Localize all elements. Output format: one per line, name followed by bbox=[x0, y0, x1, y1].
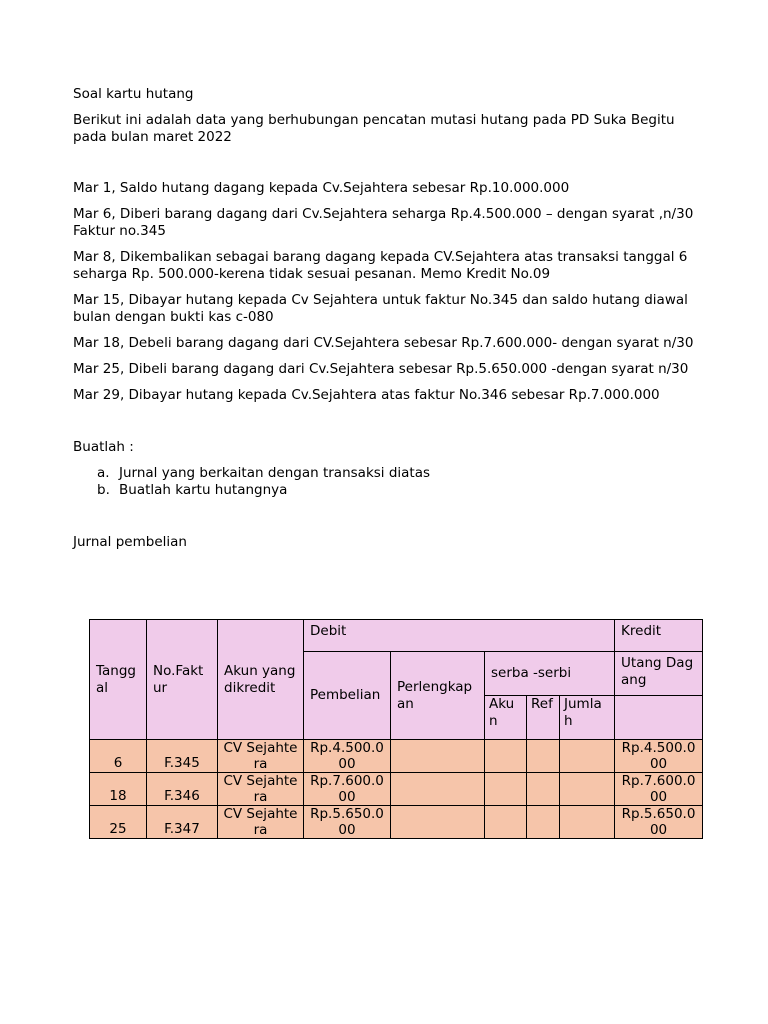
header-tanggal: Tanggal bbox=[90, 620, 147, 740]
header-kredit: Kredit bbox=[615, 620, 703, 652]
cell-empty bbox=[391, 740, 485, 773]
cell-pembelian: Rp.5.650.000 bbox=[304, 806, 391, 839]
document-title: Soal kartu hutang bbox=[73, 86, 194, 102]
list-marker: a. bbox=[97, 465, 110, 481]
list-marker: b. bbox=[97, 482, 110, 498]
transaction-line: Mar 6, Diberi barang dagang dari Cv.Sejahtera seharga Rp.4.500.000 – dengan syarat ,n/30 Faktur no.345 bbox=[73, 206, 694, 239]
table-row bbox=[90, 773, 703, 806]
transaction-line: Mar 25, Dibeli barang dagang dari Cv.Sejahtera sebesar Rp.5.650.000 -dengan syarat n/30 bbox=[73, 361, 689, 377]
cell-empty bbox=[485, 806, 527, 839]
cell-empty bbox=[527, 773, 560, 806]
cell-utang: Rp.7.600.000 bbox=[615, 773, 703, 806]
cell-empty bbox=[527, 740, 560, 773]
task-text: Jurnal yang berkaitan dengan transaksi diatas bbox=[119, 465, 431, 481]
task-list bbox=[73, 465, 703, 499]
header-akun: Akun bbox=[485, 696, 527, 740]
cell-akun: CV Sejahtera bbox=[218, 773, 304, 806]
cell-empty bbox=[485, 773, 527, 806]
header-jumlah: Jumlah bbox=[560, 696, 615, 740]
cell-empty bbox=[391, 806, 485, 839]
task-item bbox=[97, 465, 703, 482]
transaction-line: Mar 29, Dibayar hutang kepada Cv.Sejahtera atas faktur No.346 sebesar Rp.7.000.000 bbox=[73, 387, 660, 403]
task-heading: Buatlah : bbox=[73, 439, 134, 455]
cell-tanggal: 25 bbox=[90, 806, 147, 839]
cell-empty bbox=[560, 773, 615, 806]
cell-pembelian: Rp.4.500.000 bbox=[304, 740, 391, 773]
cell-akun: CV Sejahtera bbox=[218, 740, 304, 773]
intro-paragraph: Berikut ini adalah data yang berhubungan pencatan mutasi hutang pada PD Suka Begitu pada bulan maret 2022 bbox=[73, 112, 675, 145]
cell-faktur: F.345 bbox=[147, 740, 218, 773]
cell-empty bbox=[527, 806, 560, 839]
cell-faktur: F.346 bbox=[147, 773, 218, 806]
header-no-faktur: No.Faktur bbox=[147, 620, 218, 740]
cell-pembelian: Rp.7.600.000 bbox=[304, 773, 391, 806]
journal-table bbox=[89, 619, 703, 839]
header-empty-cell bbox=[615, 696, 703, 740]
table-row bbox=[90, 740, 703, 773]
cell-utang: Rp.4.500.000 bbox=[615, 740, 703, 773]
journal-title: Jurnal pembelian bbox=[73, 534, 187, 550]
header-utang-dagang: Utang Dagang bbox=[615, 652, 703, 696]
cell-empty bbox=[560, 806, 615, 839]
cell-empty bbox=[560, 740, 615, 773]
cell-empty bbox=[391, 773, 485, 806]
transaction-line: Mar 1, Saldo hutang dagang kepada Cv.Sejahtera sebesar Rp.10.000.000 bbox=[73, 180, 570, 196]
cell-utang: Rp.5.650.000 bbox=[615, 806, 703, 839]
header-serba-serbi: serba -serbi bbox=[485, 652, 615, 696]
transaction-line: Mar 18, Debeli barang dagang dari CV.Sejahtera sebesar Rp.7.600.000- dengan syarat n/30 bbox=[73, 335, 694, 351]
task-item bbox=[97, 482, 703, 499]
transaction-line: Mar 15, Dibayar hutang kepada Cv Sejahtera untuk faktur No.345 dan saldo hutang diawal bulan dengan bukti kas c-080 bbox=[73, 292, 688, 325]
cell-faktur: F.347 bbox=[147, 806, 218, 839]
transaction-line: Mar 8, Dikembalikan sebagai barang dagang kepada CV.Sejahtera atas transaksi tanggal 6 seharga Rp. 500.000-kerena tidak sesuai pesanan. Memo Kredit No.09 bbox=[73, 249, 688, 282]
header-perlengkapan: Perlengkapan bbox=[391, 652, 485, 740]
header-pembelian: Pembelian bbox=[304, 652, 391, 740]
cell-tanggal: 18 bbox=[90, 773, 147, 806]
table-row bbox=[90, 806, 703, 839]
task-text: Buatlah kartu hutangnya bbox=[119, 482, 288, 498]
header-ref: Ref bbox=[527, 696, 560, 740]
header-akun-dikredit: Akun yang dikredit bbox=[218, 620, 304, 740]
header-debit: Debit bbox=[304, 620, 615, 652]
document-page bbox=[73, 86, 703, 562]
cell-empty bbox=[485, 740, 527, 773]
cell-tanggal: 6 bbox=[90, 740, 147, 773]
cell-akun: CV Sejahtera bbox=[218, 806, 304, 839]
